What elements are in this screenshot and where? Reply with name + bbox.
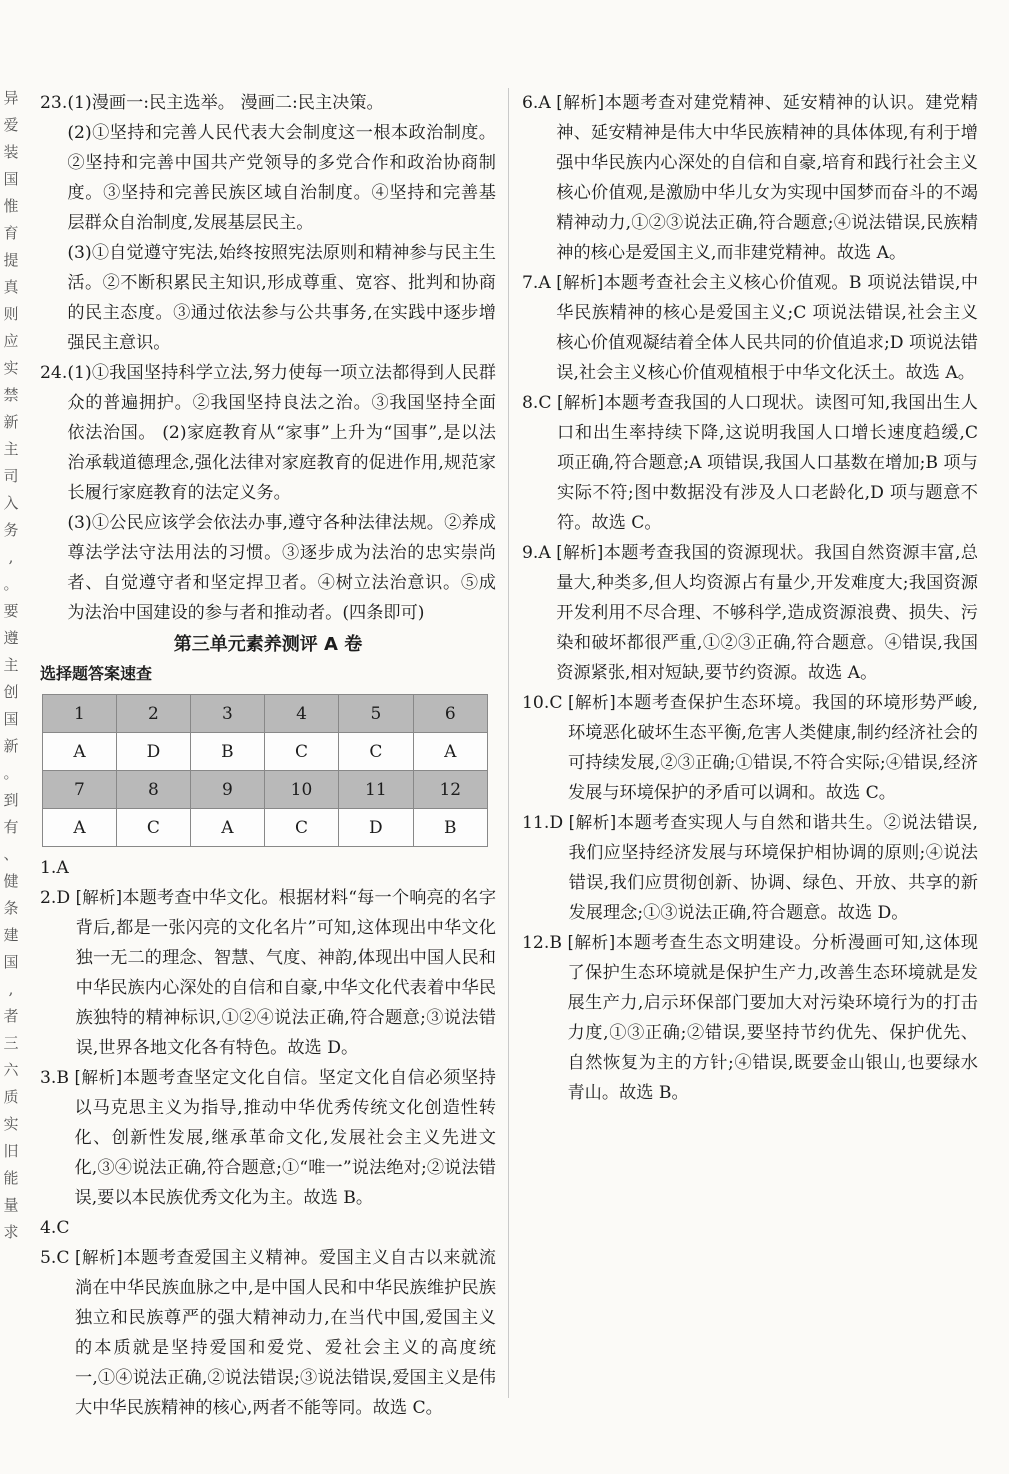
question-number: 24. [40, 363, 68, 383]
table-cell: B [413, 809, 487, 847]
margin-char: 六 [3, 1061, 19, 1079]
margin-char: 则 [3, 305, 19, 323]
table-cell: 10 [264, 771, 338, 809]
item-body [70, 1213, 496, 1243]
table-cell: 6 [413, 695, 487, 733]
margin-char: 新 [3, 737, 19, 755]
margin-char: 有 [3, 818, 19, 836]
margin-char: 国 [3, 710, 19, 728]
item-text: 本题考查实现人与自然和谐共生。②说法错误,我们应坚持经济发展与环境保护相协调的原则;④说法错误,我们应贯彻创新、协调、绿色、开放、共享的新发展理念;①③说法正确,符合题意。故选 D。 [568, 813, 979, 923]
right-column [522, 88, 978, 1108]
margin-char: 真 [3, 278, 19, 296]
item-number: 2.D [40, 888, 76, 908]
table-cell: A [413, 733, 487, 771]
item-body [557, 388, 978, 538]
explanation-item [522, 88, 978, 268]
margin-char: , [8, 548, 14, 566]
table-cell: 1 [43, 695, 117, 733]
table-row [43, 809, 488, 847]
item-text: 本题考查社会主义核心价值观。B 项说法错误,中华民族精神的核心是爱国主义;C 项说法错误,社会主义核心价值观凝结着全体人民共同的价值追求;D 项说法错误,社会主义核心价值观植根于中华文化沃土。故选 A。 [556, 273, 979, 383]
item-body [568, 688, 978, 808]
item-body [556, 88, 978, 268]
analysis-tag: [解析] [556, 273, 604, 292]
table-cell: 11 [339, 771, 413, 809]
margin-char: 司 [3, 467, 19, 485]
item-number: 6.A [522, 93, 557, 113]
table-cell: D [116, 733, 190, 771]
table-cell: C [264, 733, 338, 771]
column-divider [508, 88, 509, 1398]
table-cell: 7 [43, 771, 117, 809]
answer-part-1: (1)①我国坚持科学立法,努力使每一项立法都得到人民群众的普遍拥护。②我国坚持良法之治。③我国坚持全面依法治国。 (2)家庭教育从“家事”上升为“国事”,是以法治承载道德理念,强化法律对家庭教育的促进作用,规范家长履行家庭教育的法定义务。 [67, 363, 496, 503]
question-23 [40, 88, 496, 358]
margin-char: 爱 [3, 116, 19, 134]
item-body [75, 1243, 496, 1423]
margin-char: 育 [3, 224, 19, 242]
table-row [43, 733, 488, 771]
table-cell: 9 [190, 771, 264, 809]
analysis-tag: [解析] [75, 888, 123, 907]
item-text: 本题考查我国的人口现状。读图可知,我国出生人口和出生率持续下降,这说明我国人口增长速度趋缓,C 项正确,符合题意;A 项错误,我国人口基数在增加;B 项与实际不符;图中数据没有涉及人口老龄化,D 项与题意不符。故选 C。 [557, 393, 978, 533]
item-number: 9.A [522, 543, 557, 563]
item-number: 3.B [40, 1068, 75, 1088]
analysis-tag: [解析] [74, 1068, 123, 1087]
table-cell: 2 [116, 695, 190, 733]
margin-char: 主 [3, 656, 19, 674]
answer-part-3: (3)①公民应该学会依法办事,遵守各种法律法规。②养成尊法学法守法用法的习惯。③逐步成为法治的忠实崇尚者、自觉遵守者和坚定捍卫者。④树立法治意识。⑤成为法治中国建设的参与者和推动者。(四条即可) [67, 513, 496, 623]
margin-char: 。 [3, 764, 19, 782]
item-text: 本题考查生态文明建设。分析漫画可知,这体现了保护生态环境就是保护生产力,改善生态环境就是发展生产力,启示环保部门要加大对污染环境行为的打击力度,①③正确;②错误,要坚持节约优先、保护优先、自然恢复为主的方针;④错误,既要金山银山,也要绿水青山。故选 B。 [567, 933, 979, 1103]
table-cell: A [43, 733, 117, 771]
table-row [43, 771, 488, 809]
margin-char: 装 [3, 143, 19, 161]
question-24 [40, 358, 496, 628]
section-title: 第三单元素养测评 A 卷 [173, 634, 363, 655]
analysis-tag: [解析] [556, 543, 604, 562]
margin-char: 提 [3, 251, 19, 269]
item-body [556, 538, 978, 688]
item-text: 本题考查保护生态环境。我国的环境形势严峻,环境恶化破坏生态平衡,危害人类健康,制约经济社会的可持续发展,②③正确;①错误,不符合实际;④错误,经济发展与环境保护的矛盾可以调和。故选 C。 [567, 693, 979, 803]
margin-char: 创 [3, 683, 19, 701]
explanation-list-right [522, 88, 978, 1108]
margin-char: 三 [3, 1034, 19, 1052]
margin-char: 实 [3, 1115, 19, 1133]
analysis-tag: [解析] [556, 93, 605, 112]
margin-char: 新 [3, 413, 19, 431]
table-cell: A [43, 809, 117, 847]
margin-char: 条 [3, 899, 19, 917]
margin-char: 实 [3, 359, 19, 377]
answer-part-2: (2)①坚持和完善人民代表大会制度这一根本政治制度。②坚持和完善中国共产党领导的多党合作和政治协商制度。③坚持和完善民族区域自治制度。④坚持和完善基层群众自治制度,发展基层民主。 [67, 123, 496, 233]
analysis-tag: [解析] [568, 813, 617, 832]
margin-char: 能 [3, 1169, 19, 1187]
analysis-tag: [解析] [75, 1248, 123, 1267]
explanation-list-left [40, 853, 496, 1423]
margin-char: 求 [3, 1223, 19, 1241]
margin-char: 。 [3, 575, 19, 593]
item-text: 本题考查对建党精神、延安精神的认识。建党精神、延安精神是伟大中华民族精神的具体体现,有利于增强中华民族内心深处的自信和自豪,培育和践行社会主义核心价值观,是激励中华儿女为实现中国梦而奋斗的不竭精神动力,①②③说法正确,符合题意;④说法错误,民族精神的核心是爱国主义,而非建党精神。故选 A。 [556, 93, 978, 263]
table-cell: C [116, 809, 190, 847]
table-cell: 4 [264, 695, 338, 733]
item-text: 本题考查爱国主义精神。爱国主义自古以来就流淌在中华民族血脉之中,是中国人民和中华民族维护民族独立和民族尊严的强大精神动力,在当代中国,爱国主义的本质就是坚持爱国和爱党、爱社会主义的高度统一,①④说法正确,②说法错误;③说法错误,爱国主义是伟大中华民族精神的核心,两者不能等同。故选 C。 [75, 1248, 496, 1418]
analysis-tag: [解析] [567, 693, 616, 712]
margin-char: 、 [3, 845, 19, 863]
explanation-item [40, 853, 496, 883]
margin-char: 主 [3, 440, 19, 458]
margin-char: 应 [3, 332, 19, 350]
item-number: 10.C [522, 693, 568, 713]
item-text: 本题考查中华文化。根据材料“每一个响亮的名字背后,都是一张闪亮的文化名片”可知,这体现出中华文化独一无二的理念、智慧、气度、神韵,体现出中国人民和中华民族内心深处的自信和自豪,中华文化代表着中华民族独特的精神标识,①②④说法正确,符合题意;③说法错误,世界各地文化各有特色。故选 D。 [75, 888, 497, 1058]
margin-char: 禁 [3, 386, 19, 404]
analysis-tag: [解析] [557, 393, 604, 412]
table-cell: A [190, 809, 264, 847]
margin-char: 入 [3, 494, 19, 512]
margin-char: 量 [3, 1196, 19, 1214]
margin-char: 健 [3, 872, 19, 890]
answer-table [42, 694, 488, 847]
item-body [556, 268, 978, 388]
margin-char: 异 [3, 89, 19, 107]
question-number: 23. [40, 93, 68, 113]
explanation-item [522, 388, 978, 538]
explanation-item [522, 688, 978, 808]
analysis-tag: [解析] [567, 933, 616, 952]
explanation-item [40, 1213, 496, 1243]
explanation-item [40, 883, 496, 1063]
explanation-item [522, 808, 978, 928]
table-cell: C [264, 809, 338, 847]
table-cell: 12 [413, 771, 487, 809]
margin-char: 质 [3, 1088, 19, 1106]
table-cell: 8 [116, 771, 190, 809]
margin-char: 旧 [3, 1142, 19, 1160]
item-body [567, 928, 978, 1108]
margin-char: 遵 [3, 629, 19, 647]
item-number: 7.A [522, 273, 557, 293]
table-cell: B [190, 733, 264, 771]
explanation-item [522, 928, 978, 1108]
item-number: 5.C [40, 1248, 76, 1268]
table-cell: C [339, 733, 413, 771]
item-body [76, 883, 496, 1063]
explanation-item [40, 1063, 496, 1213]
answer-part-3: (3)①自觉遵守宪法,始终按照宪法原则和精神参与民主生活。②不断积累民主知识,形成尊重、宽容、批判和协商的民主态度。③通过依法参与公共事务,在实践中逐步增强民主意识。 [67, 243, 496, 353]
item-body [75, 1063, 497, 1213]
table-cell: 5 [339, 695, 413, 733]
item-number: 1.A [40, 858, 69, 878]
item-number: 4.C [40, 1218, 70, 1238]
item-number: 11.D [522, 813, 569, 833]
margin-char: , [8, 980, 14, 998]
left-margin-strip [2, 85, 20, 1405]
item-text: 本题考查我国的资源现状。我国自然资源丰富,总量大,种类多,但人均资源占有量少,开发难度大;我国资源开发利用不尽合理、不够科学,造成资源浪费、损失、污染和破坏都很严重,①②③正确,符合题意。④错误,我国资源紧张,相对短缺,要节约资源。故选 A。 [556, 543, 979, 683]
margin-char: 要 [3, 602, 19, 620]
table-cell: 3 [190, 695, 264, 733]
explanation-item [522, 268, 978, 388]
answer-part-1: (1)漫画一:民主选举。 漫画二:民主决策。 [67, 93, 384, 113]
explanation-item [40, 1243, 496, 1423]
margin-char: 者 [3, 1007, 19, 1025]
item-number: 8.C [522, 393, 558, 413]
table-cell: D [339, 809, 413, 847]
table-row [43, 695, 488, 733]
explanation-item [522, 538, 978, 688]
item-body [69, 853, 496, 883]
item-text: 本题考查坚定文化自信。坚定文化自信必须坚持以马克思主义为指导,推动中华优秀传统文化创造性转化、创新性发展,继承革命文化,发展社会主义先进文化,③④说法正确,符合题意;①“唯一”说法绝对;②说法错误,要以本民族优秀文化为主。故选 B。 [74, 1068, 496, 1208]
item-number: 12.B [522, 933, 568, 953]
margin-char: 务 [3, 521, 19, 539]
answer-table-heading: 选择题答案速查 [40, 664, 153, 683]
margin-char: 到 [3, 791, 19, 809]
margin-char: 国 [3, 953, 19, 971]
margin-char: 惟 [3, 197, 19, 215]
item-body [569, 808, 978, 928]
margin-char: 国 [3, 170, 19, 188]
margin-char: 建 [3, 926, 19, 944]
left-column [40, 88, 496, 1423]
